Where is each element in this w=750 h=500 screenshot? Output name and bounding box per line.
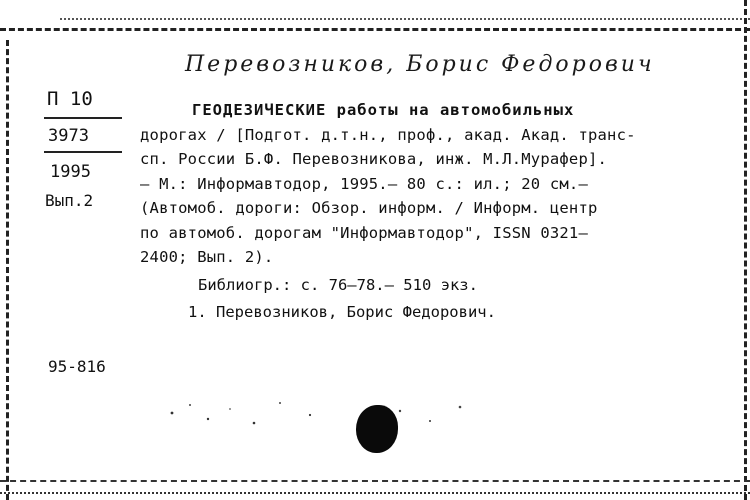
scan-noise-specks [160,395,480,435]
ink-blot [356,405,398,453]
entry-line: сп. России Б.Ф. Перевозникова, инж. М.Л.Мурафер]. [140,150,608,168]
scan-edge-top [0,28,750,31]
subject-entry: 1. Перевозников, Борис Федорович. [188,303,496,321]
entry-line: ГЕОДЕЗИЧЕСКИЕ работы на автомобильных [192,101,575,119]
bibliographic-entry [140,98,730,270]
entry-line: 2400; Вып. 2). [140,248,274,266]
entry-line: (Автомоб. дороги: Обзор. информ. / Информ. центр [140,199,598,217]
call-number: 3973 [48,126,89,146]
scan-edge-right [744,0,747,500]
scan-edge-bottom [0,480,750,482]
entry-line: дорогах / [Подгот. д.т.н., проф., акад. Акад. транс- [140,125,636,144]
call-number-divider [44,117,122,119]
handwritten-author-heading: Перевозников, Борис Федорович [185,52,655,77]
accession-number: 95-816 [48,357,106,376]
call-number-shelf: П 10 [47,88,93,110]
scan-edge-bottom-dotted [0,492,750,494]
scan-edge-top-dotted [60,18,750,20]
entry-line: – М.: Информавтодор, 1995.– 80 с.: ил.; 20 см.– [140,174,588,193]
call-number-divider [44,151,122,153]
entry-line: по автомоб. дорогам "Информавтодор", ISSN 0321– [140,223,588,242]
scan-edge-left [6,40,9,500]
bibliography-note: Библиогр.: с. 76–78.– 510 экз. [198,276,478,294]
call-number-year: 1995 [50,162,91,182]
call-number-volume: Вып.2 [45,191,94,210]
